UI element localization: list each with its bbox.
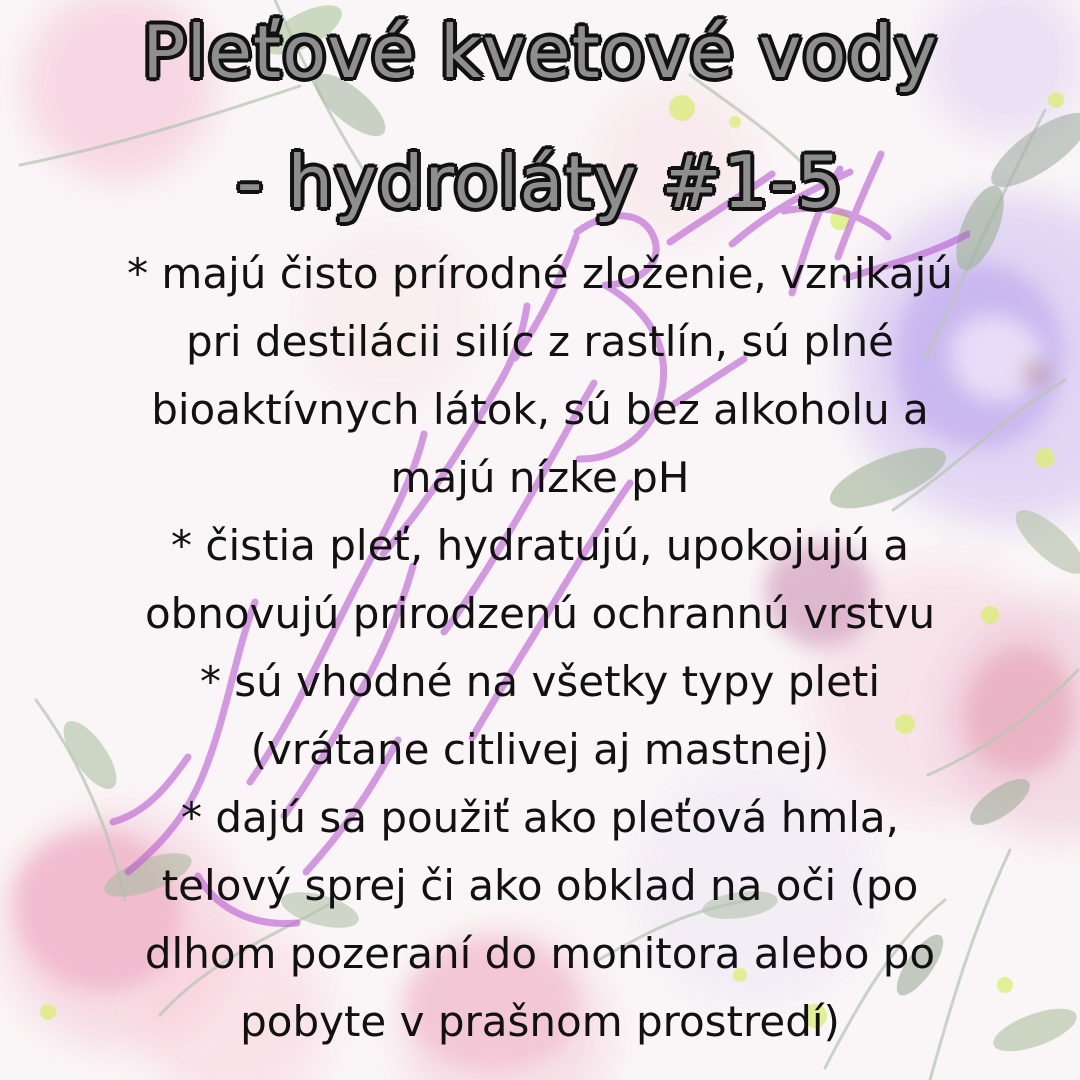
bullet-line: bioaktívnych látok, sú bez alkoholu a (151, 385, 929, 434)
bullet-list (40, 240, 1040, 1056)
bullet-line: * dajú sa použiť ako pleťová hmla, (180, 793, 900, 842)
bullet-line: * majú čisto prírodné zloženie, vznikajú (127, 249, 953, 298)
bullet-line: * čistia pleť, hydratujú, upokojujú a (171, 521, 909, 570)
bullet-line: * sú vhodné na všetky typy pleti (199, 657, 881, 706)
bullet-line: (vrátane citlivej aj mastnej) (250, 725, 830, 774)
bullet-line: pobyte v prašnom prostredí) (240, 997, 840, 1046)
bullet-line: pri destilácii silíc z rastlín, sú plné (185, 317, 895, 366)
title-line-2: - hydroláty #1-5 (236, 140, 844, 224)
bullet-line: obnovujú prirodzenú ochrannú vrstvu (144, 589, 936, 638)
bullet-line: majú nízke pH (390, 453, 690, 502)
bullet-line: telový sprej či ako obklad na oči (po (161, 861, 919, 910)
title-line-1: Pleťové kvetové vody (142, 10, 938, 94)
bullet-line: dlhom pozeraní do monitora alebo po (144, 929, 936, 978)
